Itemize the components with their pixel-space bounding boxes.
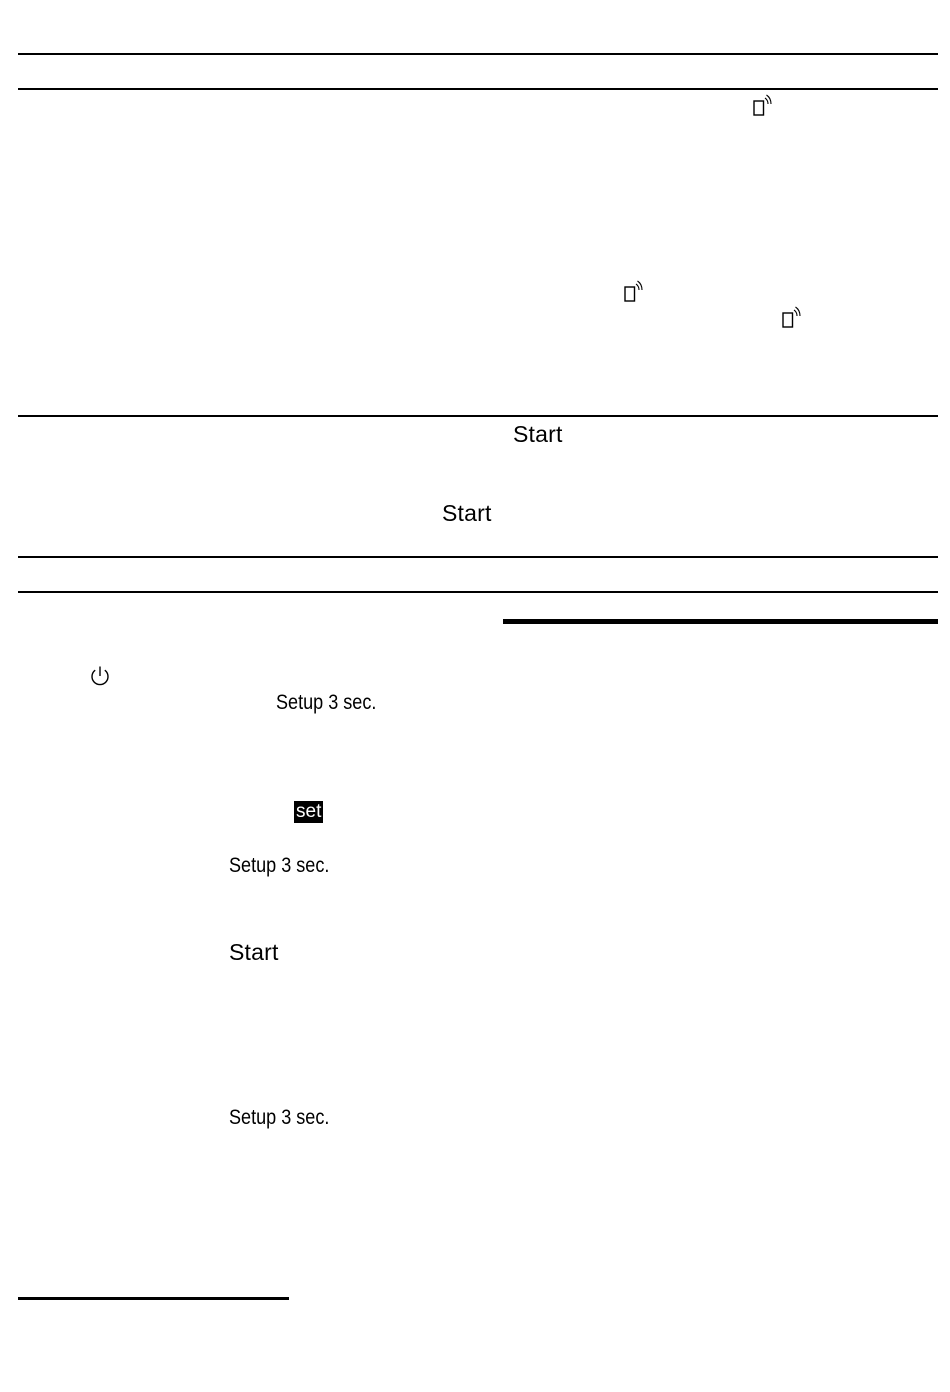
set-display-badge: set [296, 801, 322, 822]
setup-button-label: Setup 3 sec. [229, 854, 330, 877]
power-icon [88, 664, 112, 688]
start-button-label: Start [229, 939, 279, 965]
remote-start-icon [752, 94, 774, 118]
section-heading-rule [503, 619, 938, 624]
remote-start-icon [623, 280, 645, 304]
table-row-divider [18, 88, 938, 90]
setup-button-label: Setup 3 sec. [229, 1106, 330, 1129]
footnote-separator [18, 1297, 289, 1300]
remote-start-icon [781, 306, 803, 330]
table-row-divider [18, 556, 938, 558]
table-row-divider [18, 415, 938, 417]
start-button-label: Start [442, 500, 492, 526]
setup-button-label: Setup 3 sec. [276, 691, 377, 714]
table-bottom-rule [18, 591, 938, 593]
table-top-rule [18, 53, 938, 55]
start-button-label: Start [513, 421, 563, 447]
